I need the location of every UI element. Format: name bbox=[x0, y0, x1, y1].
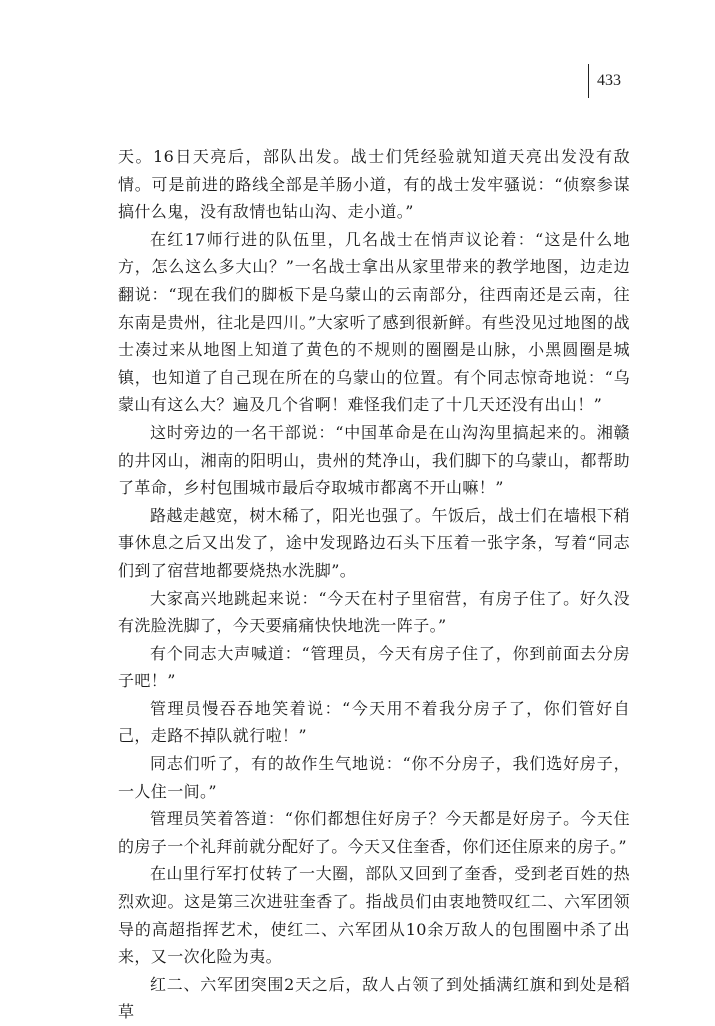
paragraph: 天。16日天亮后，部队出发。战士们凭经验就知道天亮出发没有敌情。可是前进的路线全部是羊肠小道，有的战士发牢骚说：“侦察参谋搞什么鬼，没有敌情也钻山沟、走小道。” bbox=[118, 147, 630, 222]
paragraph: 红二、六军团突围2天之后，敌人占领了到处插满红旗和到处是稻草 bbox=[118, 974, 630, 1022]
paragraph: 管理员笑着答道：“你们都想住好房子？今天都是好房子。今天住的房子一个礼拜前就分配好了。今天又住奎香，你们还住原来的房子。” bbox=[118, 809, 630, 856]
paragraph: 这时旁边的一名干部说：“中国革命是在山沟沟里搞起来的。湘赣的井冈山，湘南的阳明山，贵州的梵净山，我们脚下的乌蒙山，都帮助了革命，乡村包围城市最后夺取城市都离不开山嘛！” bbox=[118, 422, 630, 498]
paragraph: 管理员慢吞吞地笑着说：“今天用不着我分房子了，你们管好自己，走路不掉队就行啦！” bbox=[118, 698, 630, 746]
paragraph: 在山里行军打仗转了一大圈，部队又回到了奎香，受到老百姓的热烈欢迎。这是第三次进驻奎香了。指战员们由衷地赞叹红二、六军团领导的高超指挥艺术，使红二、六军团从10余万敌人的包围圈中杀了出来，又一次化险为夷。 bbox=[118, 864, 630, 967]
page-number: 433 bbox=[597, 72, 621, 89]
paragraph: 在红17师行进的队伍里，几名战士在悄声议论着：“这是什么地方，怎么这么多大山？”一名战士拿出从家里带来的教学地图，边走边翻说：“现在我们的脚板下是乌蒙山的云南部分，往西南还是云南，往东南是贵州，往北是四川。”大家听了感到很新鲜。有些没见过地图的战士凑过来从地图上知道了黄色的不规则的圈圈是山脉，小黑圆圈是城镇，也知道了自己现在所在的乌蒙山的位置。有个同志惊奇地说：“乌蒙山有这么大？遍及几个省啊！难怪我们走了十几天还没有出山！” bbox=[118, 229, 630, 415]
page-header bbox=[588, 64, 621, 98]
body-text bbox=[118, 143, 630, 1026]
paragraph: 路越走越宽，树木稀了，阳光也强了。午饭后，战士们在墙根下稍事休息之后又出发了，途中发现路边石头下压着一张字条，写着“同志们到了宿营地都要烧热水洗脚”。 bbox=[118, 505, 630, 580]
paragraph: 有个同志大声喊道：“管理员，今天有房子住了，你到前面去分房子吧！” bbox=[118, 643, 630, 691]
paragraph: 大家高兴地跳起来说：“今天在村子里宿营，有房子住了。好久没有洗脸洗脚了，今天要痛痛快快地洗一阵子。” bbox=[118, 588, 630, 636]
paragraph: 同志们听了，有的故作生气地说：“你不分房子，我们选好房子，一人住一间。” bbox=[118, 754, 630, 801]
